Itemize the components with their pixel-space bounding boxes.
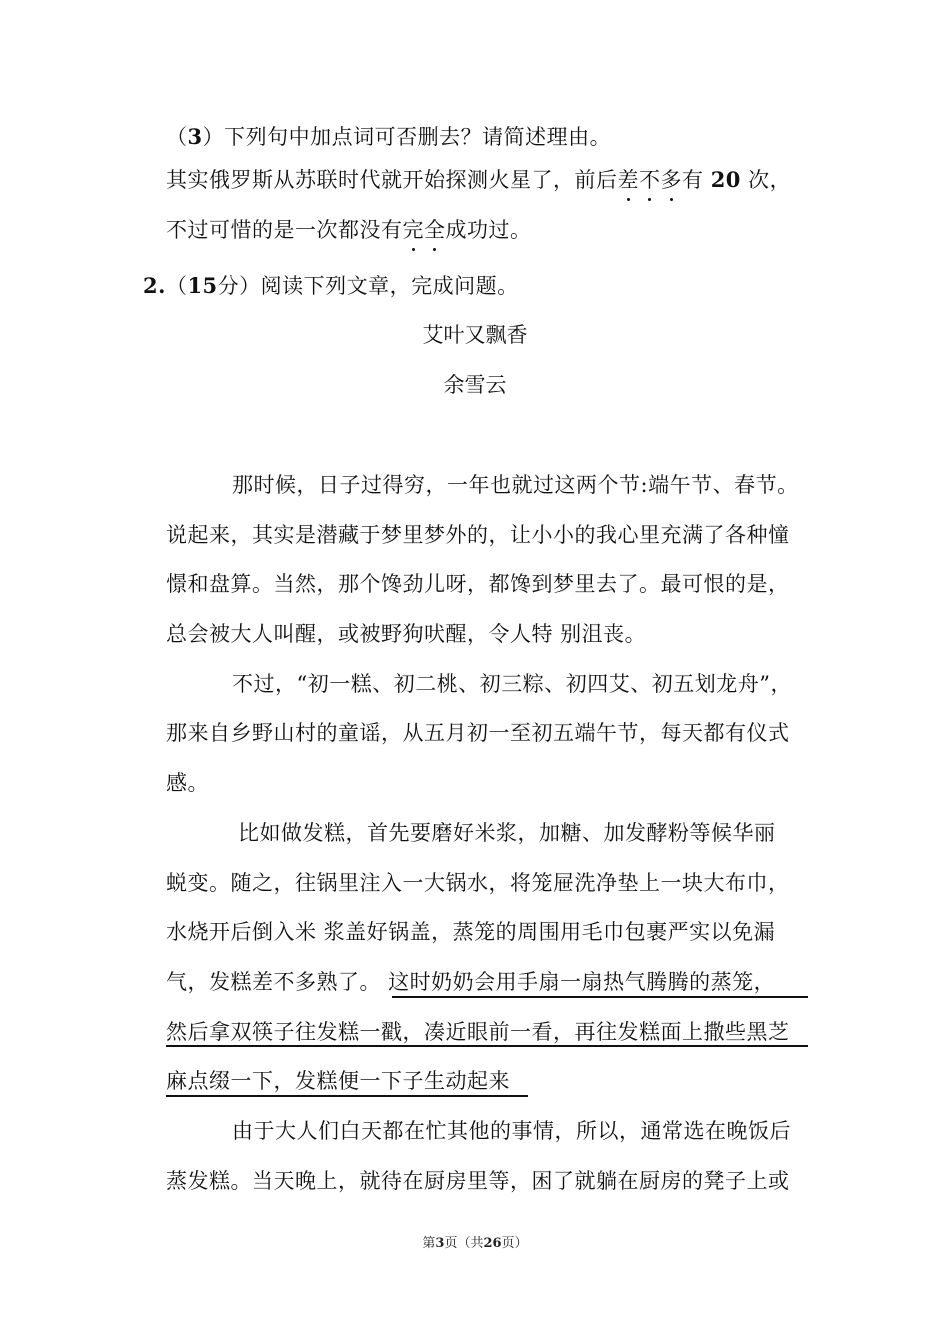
footer-page-number: 3 [435,1236,445,1251]
question-2-score: 15 [187,273,218,298]
paragraph-line: 比如做发糕，首先要磨好米浆，加糖、加发酵粉等候华丽 [238,821,776,845]
q3-line1-text: 其实俄罗斯从苏联时代就开始探测火星了，前后 [166,168,618,192]
question-2-instruction: 分）阅读下列文章，完成问题。 [217,274,519,298]
q3-prompt-text: ）下列句中加点词可否删去？请简述理由。 [202,125,612,149]
sentence-underline [392,996,808,998]
question-2-number: 2 [143,273,159,298]
footer-text: 页（共 [444,1236,484,1251]
paragraph-line: 不过，“初一糕、初二桃、初三粽、初四艾、初五划龙舟”， [232,672,792,696]
dotted-char: 不 [639,165,661,195]
dotted-char: 全 [424,215,446,245]
q3-sentence-line-2 [166,215,532,245]
question-2-header: 2.（15分）阅读下列文章，完成问题。 [143,273,519,298]
q3-number: 3 [187,124,203,149]
paragraph-line: 憬和盘算。当然，那个馋劲儿呀，都馋到梦里去了。最可恨的是， [166,572,790,596]
q3-line1-count: 20 [710,167,741,192]
footer-text: 第 [422,1236,436,1251]
page-footer [0,1232,950,1251]
footer-total-pages: 26 [483,1236,502,1251]
q3-line2-text: 不过可惜的是一次都没有 [166,218,403,242]
q3-prompt: （3）下列句中加点词可否删去？请简述理由。 [166,124,612,149]
paragraph-line: 总会被大人叫醒，或被野狗吠醒，令人特 别沮丧。 [166,622,647,646]
paragraph-line: 水烧开后倒入米 浆盖好锅盖，蒸笼的周围用毛巾包裹严实以免漏 [166,920,776,944]
paragraph-line: 那来自乡野山村的童谣，从五月初一至初五端午节，每天都有仪式 [166,721,790,745]
paragraph-line: 然后拿双筷子往发糕一戳，凑近眼前一看，再往发糕面上撒些黑芝 [166,1020,790,1044]
dotted-char: 多 [661,165,683,195]
article-author: 余雪云 [443,373,507,397]
sentence-underline [166,1045,808,1047]
paragraph-line: 由于大人们白天都在忙其他的事情，所以，通常选在晚饭后 [232,1119,791,1143]
footer-text: 页） [501,1236,528,1251]
q3-line2-text: 成功过。 [445,218,532,242]
paragraph-line: 麻点缀一下，发糕便一下子生动起来 [166,1069,510,1093]
q3-sentence-line-1 [166,165,791,195]
dotted-char: 差 [618,165,640,195]
q3-line1-text: 次， [740,168,792,192]
article-title: 艾叶又飘香 [422,323,528,347]
sentence-underline [166,1095,528,1097]
paragraph-line: 蜕变。随之，往锅里注入一大锅水，将笼屉洗净垫上一块大布巾， [166,871,790,895]
paragraph-line: 那时候，日子过得穷，一年也就过这两个节:端午节、春节。 [232,473,799,497]
dotted-char: 完 [403,215,425,245]
paragraph-line: 气，发糕差不多熟了。 这时奶奶会用手扇一扇热气腾腾的蒸笼， [166,970,776,994]
q3-line1-text: 有 [682,168,711,192]
paragraph-line: 蒸发糕。当天晚上，就待在厨房里等，困了就躺在厨房的凳子上或 [166,1169,790,1193]
paragraph-line: 感。 [166,771,209,795]
paragraph-line: 说起来，其实是潜藏于梦里梦外的，让小小的我心里充满了各种憧 [166,523,790,547]
